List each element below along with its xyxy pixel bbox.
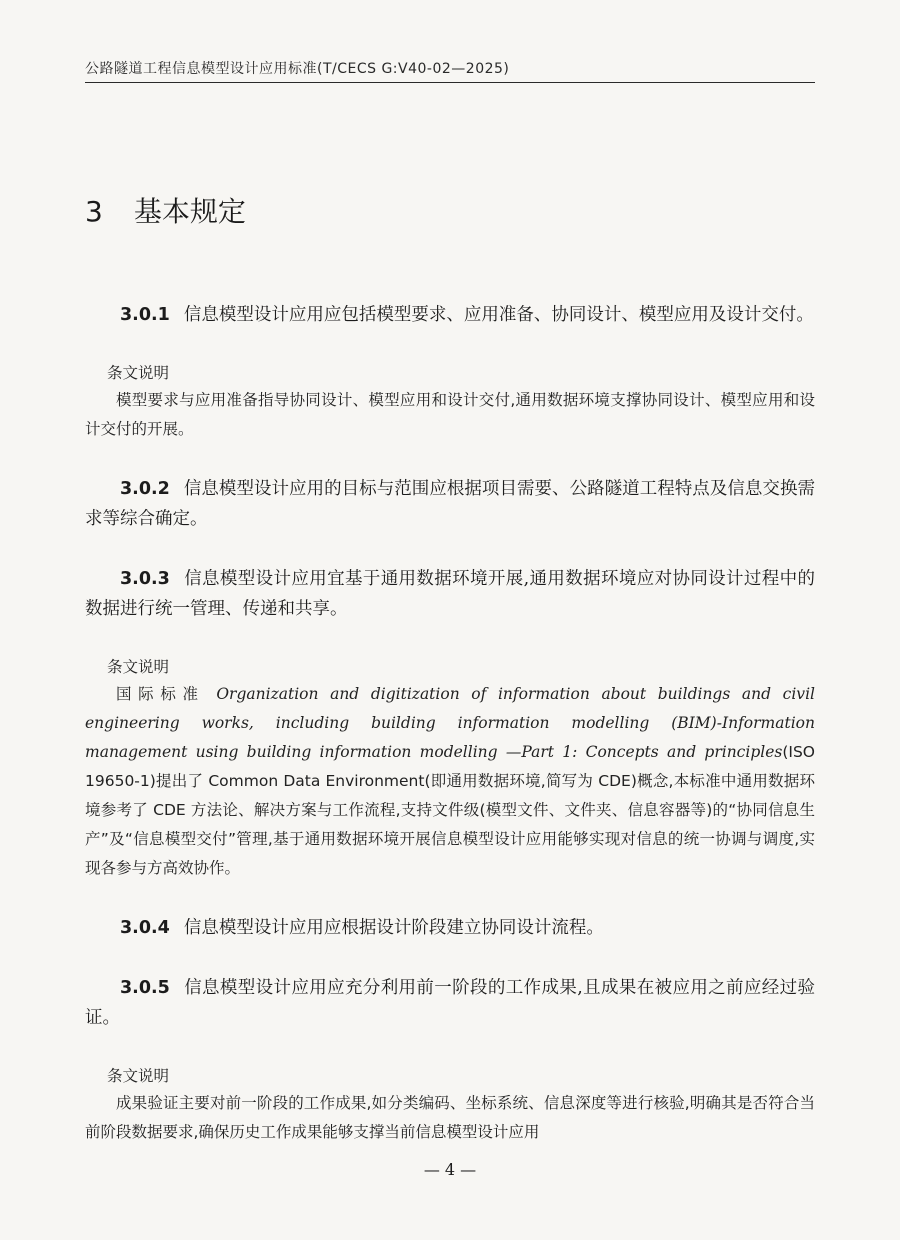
clause-3-0-5 [85, 973, 815, 1033]
clause-3-0-2 [85, 474, 815, 534]
clause-text: 信息模型设计应用宜基于通用数据环境开展,通用数据环境应对协同设计过程中的数据进行统一管理、传递和共享。 [85, 569, 815, 619]
note-body-1: 模型要求与应用准备指导协同设计、模型应用和设计交付,通用数据环境支撑协同设计、模型应用和设计交付的开展。 [85, 391, 815, 438]
note-body-3: 成果验证主要对前一阶段的工作成果,如分类编码、坐标系统、信息深度等进行核验,明确其是否符合当前阶段数据要求,确保历史工作成果能够支撑当前信息模型设计应用 [85, 1094, 815, 1141]
header-rule [85, 82, 815, 83]
clause-text: 信息模型设计应用应包括模型要求、应用准备、协同设计、模型应用及设计交付。 [183, 305, 814, 325]
page-content [85, 300, 815, 1147]
iso-title: Organization and digitization of information about buildings and civil engineering works, including building information modelling (BIM)-Information management using building information modelling —Part 1: Concepts and principles [85, 685, 815, 761]
note-rest: (ISO 19650-1)提出了 Common Data Environment(即通用数据环境,简写为 CDE)概念,本标准中通用数据环境参考了 CDE 方法论、解决方案与工作流程,支持文件级(模型文件、文件夹、信息容器等)的“协同信息生产”及“信息模型交付”管理,基于通用数据环境开展信息模型设计应用能够实现对信息的统一协调与调度,实现各参与方高效协作。 [85, 743, 815, 877]
clause-3-0-1 [85, 300, 815, 330]
note-label: 条文说明 [107, 658, 170, 676]
running-header: 公路隧道工程信息模型设计应用标准(T/CECS G:V40-02—2025) [85, 61, 510, 77]
clause-text: 信息模型设计应用的目标与范围应根据项目需要、公路隧道工程特点及信息交换需求等综合确定。 [85, 479, 815, 529]
clause-number: 3.0.5 [120, 978, 170, 998]
clause-3-0-4 [85, 913, 815, 943]
chapter-heading [85, 190, 246, 230]
chapter-number: 3 [85, 195, 103, 228]
clause-3-0-3 [85, 564, 815, 624]
chapter-title: 基本规定 [133, 195, 246, 228]
page-number: — 4 — [423, 1160, 477, 1179]
note-prefix: 国际标准 [116, 685, 205, 703]
clause-number: 3.0.2 [120, 479, 170, 499]
note-body-2 [85, 680, 815, 883]
note-label: 条文说明 [107, 1067, 170, 1085]
clause-number: 3.0.1 [120, 305, 170, 325]
note-label: 条文说明 [107, 364, 170, 382]
clause-number: 3.0.4 [120, 918, 170, 938]
clause-text: 信息模型设计应用应根据设计阶段建立协同设计流程。 [183, 918, 604, 938]
clause-number: 3.0.3 [120, 569, 170, 589]
clause-text: 信息模型设计应用应充分利用前一阶段的工作成果,且成果在被应用之前应经过验证。 [85, 978, 815, 1028]
